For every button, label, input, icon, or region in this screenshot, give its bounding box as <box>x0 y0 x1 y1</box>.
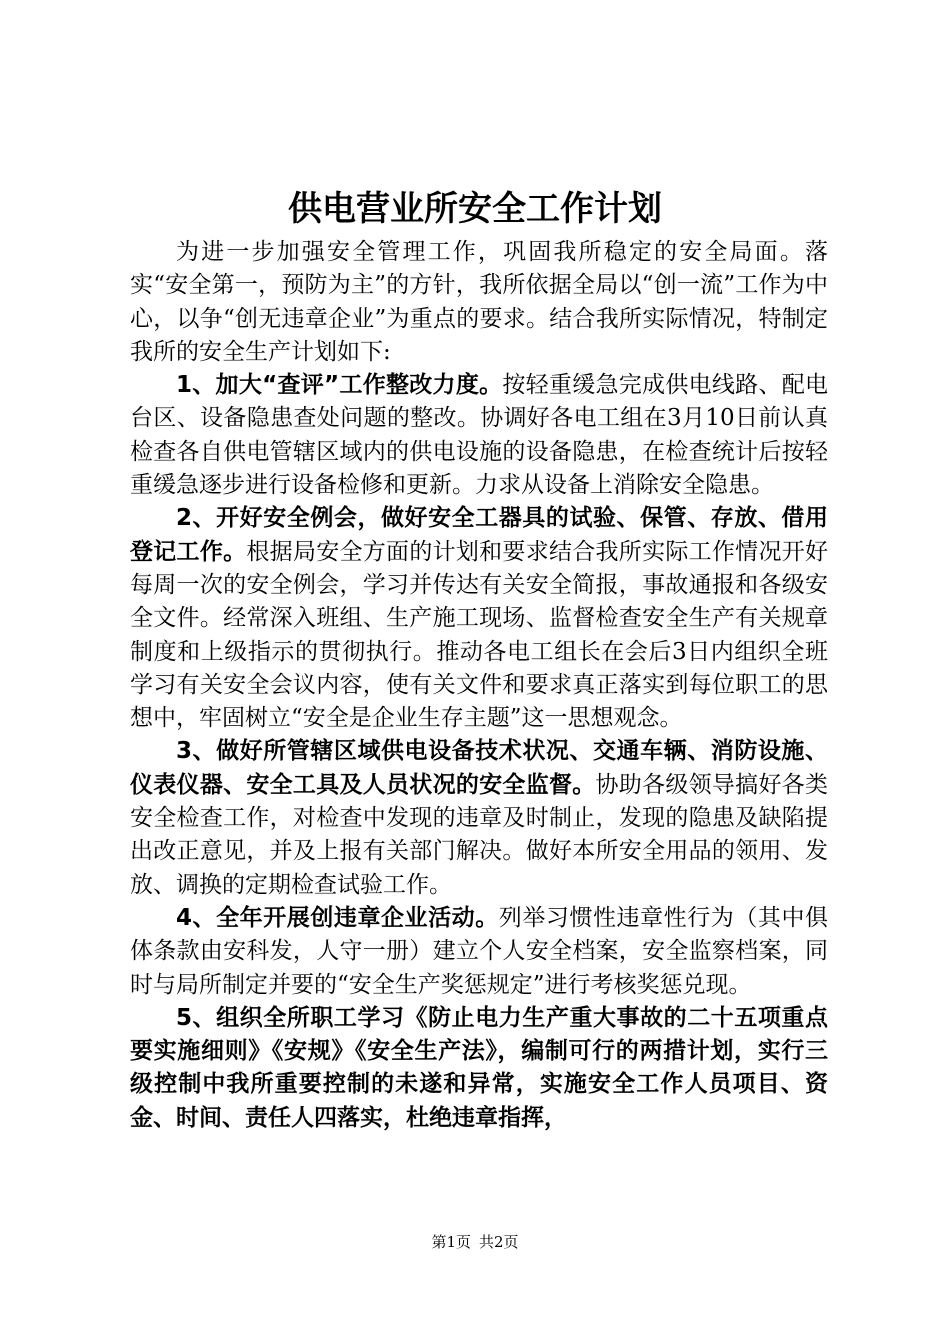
document-body <box>130 236 828 1135</box>
section-3-text: 协助各级领导搞好各类安全检查工作，对检查中发现的违章及时制止，发现的隐患及缺陷提出改正意见，并及上报有关部门解决。做好本所安全用品的领用、发放、调换的定期检查试验工作。 <box>130 771 829 898</box>
section-3-heading: 3、做好所管辖区域供电设备技术状况、交通车辆、消防设施、仪表仪器、安全工具及人员状况的安全监督。 <box>130 738 828 798</box>
page-footer <box>0 1232 950 1252</box>
section-3-paragraph <box>130 735 828 901</box>
section-4-paragraph <box>130 902 828 1002</box>
intro-paragraph: 为进一步加强安全管理工作，巩固我所稳定的安全局面。落实“安全第一，预防为主”的方针，我所依据全局以“创一流”工作为中心，以争“创无违章企业”为重点的要求。结合我所实际情况，特制定我所的安全生产计划如下: <box>130 239 828 365</box>
page-number: 第1页 <box>431 1233 471 1251</box>
section-5-heading: 5、组织全所职工学习《防止电力生产重大事故的二十五项重点要实施细则》《安规》《安全生产法》，编制可行的两措计划，实行三级控制中我所重要控制的未遂和异常，实施安全工作人员项目、资金、时间、责任人四落实，杜绝违章指挥， <box>130 1004 828 1131</box>
section-4-text: 列举习惯性违章性行为（其中俱体条款由安科发，人守一册）建立个人安全档案，安全监察档案，同时与局所制定并要的“安全生产奖惩规定”进行考核奖惩兑现。 <box>130 904 828 998</box>
section-2-paragraph <box>130 502 828 735</box>
document-title: 供电营业所安全工作计划 <box>288 189 662 229</box>
section-2-text: 根据局安全方面的计划和要求结合我所实际工作情况开好每周一次的安全例会，学习并传达有关安全简报，事故通报和各级安全文件。经常深入班组、生产施工现场、监督检查安全生产有关规章制度和上级指示的贯彻执行。推动各电工组长在会后3日内组织全班学习有关安全会议内容，使有关文件和要求真正落实到每位职工的思想中，牢固树立“安全是企业生存主题”这一思想观念。 <box>130 538 829 732</box>
section-1-heading: 1、加大“查评”工作整改力度。 <box>176 372 503 399</box>
section-4-heading: 4、全年开展创违章企业活动。 <box>176 904 499 931</box>
section-2-heading: 2、开好安全例会，做好安全工器具的试验、保管、存放、借用登记工作。 <box>130 505 828 565</box>
section-1-paragraph <box>130 369 828 502</box>
page-total: 共2页 <box>479 1233 519 1251</box>
section-1-text: 按轻重缓急完成供电线路、配电台区、设备隐患查处问题的整改。协调好各电工组在3月10日前认真检查各自供电管辖区域内的供电设施的设备隐患，在检查统计后按轻重缓急逐步进行设备检修和更新。力求从设备上消除安全隐患。 <box>130 372 828 499</box>
section-5-paragraph <box>130 1002 828 1135</box>
